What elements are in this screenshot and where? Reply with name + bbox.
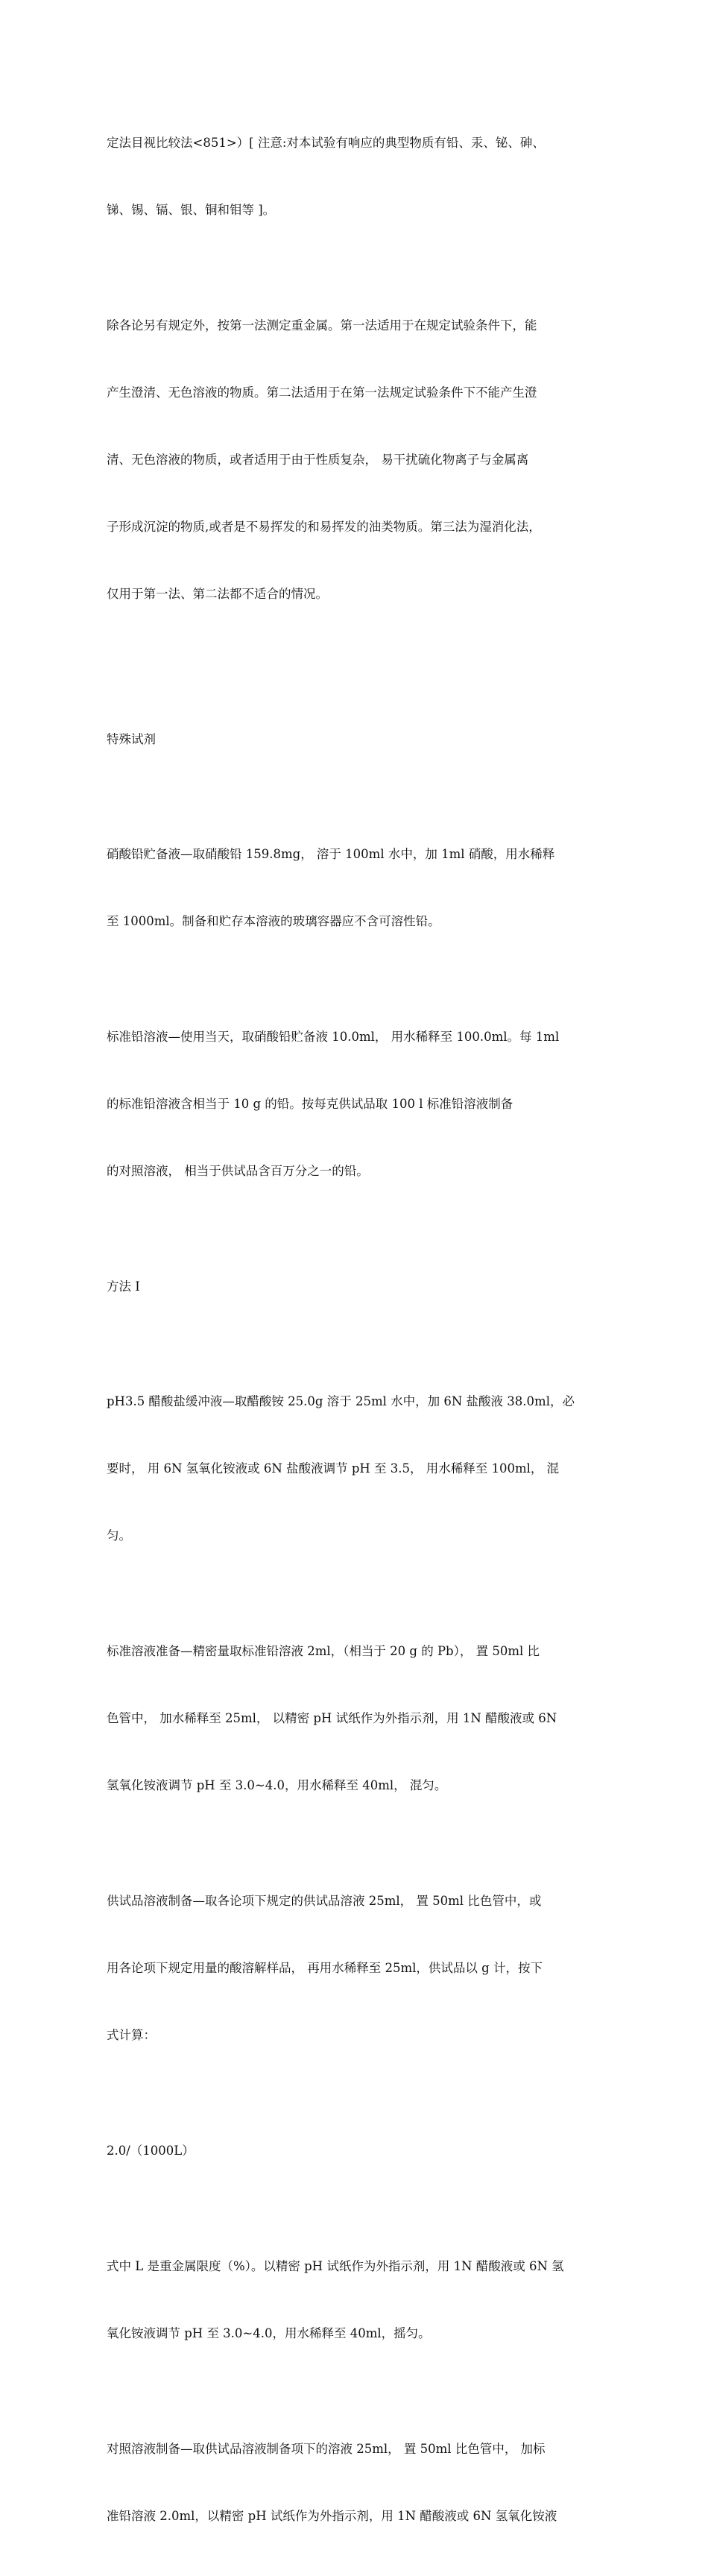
heading-text: 特殊试剂 bbox=[107, 732, 156, 746]
sample-prep-paragraph bbox=[107, 1845, 603, 2091]
text-line: 产生澄清、无色溶液的物质。第二法适用于在第一法规定试验条件下不能产生澄 bbox=[107, 385, 537, 400]
text-line: pH3.5 醋酸盐缓冲液—取醋酸铵 25.0g 溶于 25ml 水中，加 6N 盐酸液 38.0ml，必 bbox=[107, 1394, 575, 1408]
methods-overview-paragraph bbox=[107, 270, 603, 650]
text-line: 氢氧化铵液调节 pH 至 3.0~4.0，用水稀释至 40ml， 混匀。 bbox=[107, 1778, 447, 1792]
document-page bbox=[107, 87, 603, 2576]
lead-nitrate-stock-paragraph bbox=[107, 799, 603, 977]
text-line: 准铅溶液 2.0ml，以精密 pH 试纸作为外指示剂，用 1N 醋酸液或 6N 氢氧化铵液 bbox=[107, 2509, 557, 2523]
standard-lead-solution-paragraph bbox=[107, 981, 603, 1227]
special-reagents-heading bbox=[107, 684, 603, 796]
intro-paragraph bbox=[107, 87, 603, 266]
text-line: 清、无色溶液的物质，或者适用于由于性质复杂， 易干扰硫化物离子与金属离 bbox=[107, 453, 529, 467]
text-line: 式计算： bbox=[107, 2028, 156, 2042]
formula bbox=[107, 2095, 603, 2207]
acetate-buffer-paragraph bbox=[107, 1346, 603, 1592]
text-line: 除各论另有规定外，按第一法测定重金属。第一法适用于在规定试验条件下，能 bbox=[107, 318, 537, 333]
text-line: 定法目视比较法<851>）[ 注意:对本试验有响应的典型物质有铅、汞、铋、砷、 bbox=[107, 136, 545, 150]
text-line: 至 1000ml。制备和贮存本溶液的玻璃容器应不含可溶性铅。 bbox=[107, 914, 440, 928]
section-gap bbox=[107, 654, 603, 684]
text-line: 子形成沉淀的物质,或者是不易挥发的和易挥发的油类物质。第三法为湿消化法， bbox=[107, 520, 541, 534]
formula-explanation-paragraph bbox=[107, 2211, 603, 2390]
text-line: 标准铅溶液—使用当天，取硝酸铅贮备液 10.0ml， 用水稀释至 100.0ml。每 1ml bbox=[107, 1030, 560, 1044]
text-line: 的对照溶液， 相当于供试品含百万分之一的铅。 bbox=[107, 1164, 369, 1178]
formula-text: 2.0/（1000L） bbox=[107, 2144, 195, 2158]
heading-text: 方法 I bbox=[107, 1279, 140, 1294]
text-line: 仅用于第一法、第二法都不适合的情况。 bbox=[107, 587, 328, 601]
text-line: 要时， 用 6N 氢氧化铵液或 6N 盐酸液调节 pH 至 3.5， 用水稀释至 100ml， 混 bbox=[107, 1461, 560, 1476]
method-1-heading bbox=[107, 1231, 603, 1343]
text-line: 式中 L 是重金属限度（%）。以精密 pH 试纸作为外指示剂，用 1N 醋酸液或 6N 氢 bbox=[107, 2259, 564, 2273]
text-line: 用各论项下规定用量的酸溶解样品， 再用水稀释至 25ml，供试品以 g 计，按下 bbox=[107, 1961, 543, 1975]
text-line: 色管中， 加水稀释至 25ml， 以精密 pH 试纸作为外指示剂，用 1N 醋酸液或 6N bbox=[107, 1711, 557, 1725]
control-prep-paragraph bbox=[107, 2393, 603, 2572]
text-line: 的标准铅溶液含相当于 10 g 的铅。按每克供试品取 100 l 标准铅溶液制备 bbox=[107, 1097, 513, 1111]
text-line: 标准溶液准备—精密量取标准铅溶液 2ml，（相当于 20 g 的 Pb）， 置 50ml 比 bbox=[107, 1644, 540, 1658]
text-line: 供试品溶液制备—取各论项下规定的供试品溶液 25ml， 置 50ml 比色管中，或 bbox=[107, 1894, 542, 1908]
text-line: 锑、锡、镉、银、铜和钼等 ]。 bbox=[107, 203, 276, 217]
text-line: 氧化铵液调节 pH 至 3.0~4.0，用水稀释至 40ml，摇匀。 bbox=[107, 2326, 431, 2340]
text-line: 硝酸铅贮备液—取硝酸铅 159.8mg， 溶于 100ml 水中，加 1ml 硝酸，用水稀释 bbox=[107, 847, 555, 861]
text-line: 匀。 bbox=[107, 1528, 131, 1543]
text-line: 对照溶液制备—取供试品溶液制备项下的溶液 25ml， 置 50ml 比色管中， 加标 bbox=[107, 2442, 546, 2456]
standard-prep-paragraph bbox=[107, 1596, 603, 1842]
